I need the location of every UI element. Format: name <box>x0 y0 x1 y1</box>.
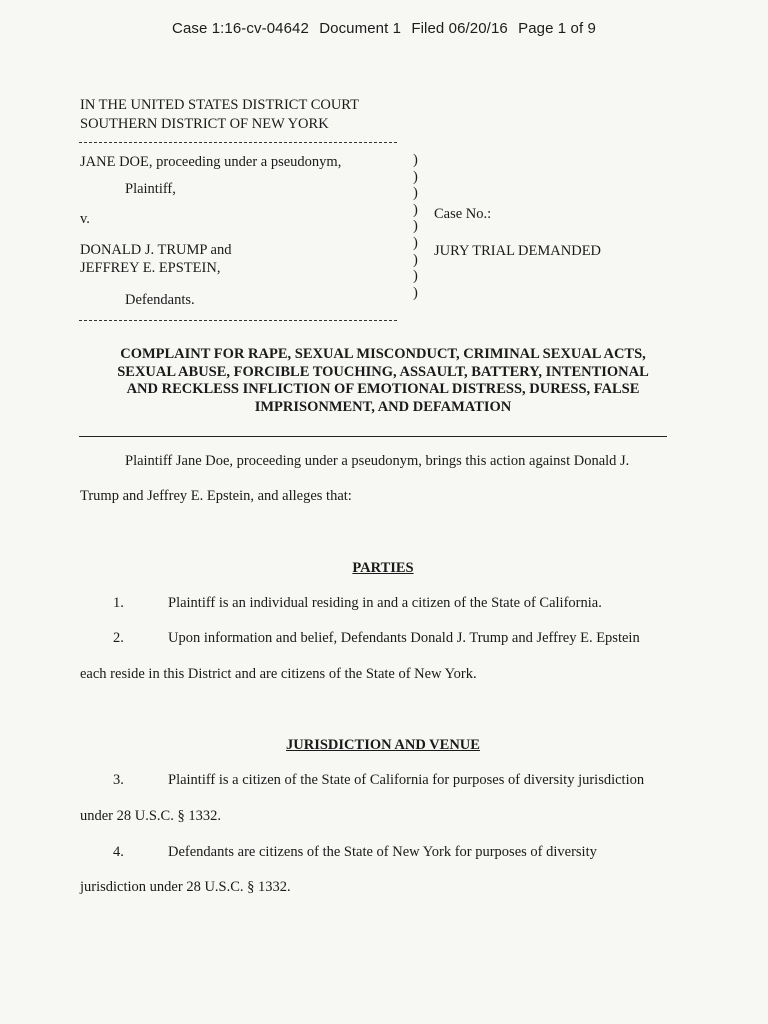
caption-divider-bottom <box>79 320 397 321</box>
defendant-role: Defendants. <box>125 292 195 308</box>
paragraph-text: Plaintiff is a citizen of the State of California for purposes of diversity jurisdiction <box>168 772 645 788</box>
plaintiff-name: JANE DOE, proceeding under a pseudonym, <box>80 154 342 170</box>
case-no-label: Case No.: <box>434 206 492 222</box>
paren: ) <box>413 268 418 285</box>
versus: v. <box>80 211 90 227</box>
paragraph-text: Upon information and belief, Defendants Donald J. Trump and Jeffrey E. Epstein <box>168 630 640 646</box>
title-line-4: IMPRISONMENT, AND DEFAMATION <box>254 398 512 415</box>
paren: ) <box>413 218 418 235</box>
intro-line-1: Plaintiff Jane Doe, proceeding under a pseudonym, brings this action against Donald J. <box>125 453 630 469</box>
paren: ) <box>413 185 418 202</box>
title-line-3: AND RECKLESS INFLICTION OF EMOTIONAL DISTRESS, DURESS, FALSE <box>126 381 640 397</box>
court-line-1: IN THE UNITED STATES DISTRICT COURT <box>80 97 359 113</box>
title-line-2: SEXUAL ABUSE, FORCIBLE TOUCHING, ASSAULT, BATTERY, INTENTIONAL <box>117 363 649 380</box>
paragraph-number: 4. <box>113 844 124 860</box>
complaint-title <box>80 346 686 416</box>
court-name <box>80 96 359 134</box>
defendant-2: JEFFREY E. EPSTEIN, <box>80 260 221 276</box>
paren: ) <box>413 234 418 251</box>
paragraph-text: Plaintiff is an individual residing in and a citizen of the State of California. <box>168 595 602 611</box>
section-heading-jurisdiction: JURISDICTION AND VENUE <box>286 737 480 753</box>
paren: ) <box>413 284 418 301</box>
paragraph-text: Defendants are citizens of the State of New York for purposes of diversity <box>168 844 597 860</box>
paragraph-number: 3. <box>113 772 124 788</box>
paren: ) <box>413 152 418 168</box>
court-line-2: SOUTHERN DISTRICT OF NEW YORK <box>80 116 329 132</box>
paragraph-number: 1. <box>113 595 124 611</box>
page-number: Page 1 of 9 <box>518 20 596 37</box>
intro-line-2: Trump and Jeffrey E. Epstein, and alleges that: <box>80 488 352 504</box>
paren: ) <box>413 201 418 218</box>
paragraph-text-cont: jurisdiction under 28 U.S.C. § 1332. <box>80 879 291 895</box>
section-heading-parties: PARTIES <box>352 560 414 576</box>
paren: ) <box>413 168 418 185</box>
document-number: Document 1 <box>319 20 402 37</box>
caption-divider-top <box>79 142 397 143</box>
ecf-header-stamp <box>0 20 768 37</box>
defendant-1: DONALD J. TRUMP and <box>80 242 232 258</box>
paren: ) <box>413 251 418 268</box>
filed-date: Filed 06/20/16 <box>411 20 508 37</box>
case-number: Case 1:16-cv-04642 <box>172 20 309 37</box>
jury-demand: JURY TRIAL DEMANDED <box>434 243 602 259</box>
caption-parentheses <box>413 152 418 301</box>
title-rule <box>79 436 667 437</box>
paragraph-text-cont: under 28 U.S.C. § 1332. <box>80 808 221 824</box>
title-line-1: COMPLAINT FOR RAPE, SEXUAL MISCONDUCT, CRIMINAL SEXUAL ACTS, <box>120 346 646 362</box>
paragraph-text-cont: each reside in this District and are citizens of the State of New York. <box>80 666 477 682</box>
paragraph-number: 2. <box>113 630 124 646</box>
plaintiff-role: Plaintiff, <box>125 181 176 197</box>
